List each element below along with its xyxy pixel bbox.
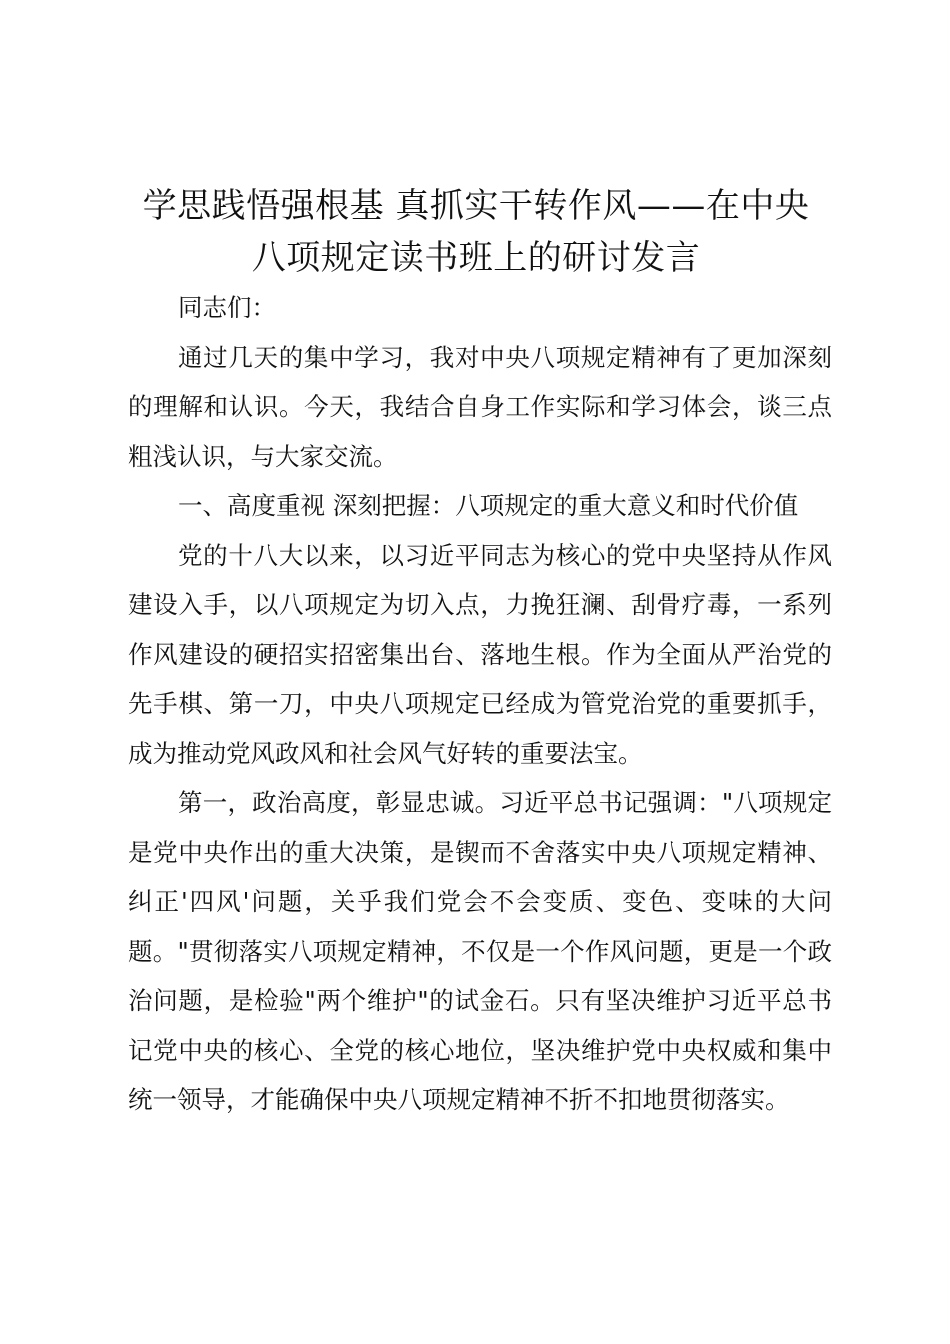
intro-paragraph: 通过几天的集中学习，我对中央八项规定精神有了更加深刻的理解和认识。今天，我结合自身工作实际和学习体会，谈三点粗浅认识，与大家交流。: [128, 342, 832, 471]
document-body: [128, 283, 832, 1125]
salutation: 同志们：: [178, 293, 276, 322]
body-paragraph-1: 党的十八大以来，以习近平同志为核心的党中央坚持从作风建设入手，以八项规定为切入点，力挽狂澜、刮骨疗毒，一系列作风建设的硬招实招密集出台、落地生根。作为全面从严治党的先手棋、第一刀，中央八项规定已经成为管党治党的重要抓手，成为推动党风政风和社会风气好转的重要法宝。: [128, 540, 832, 768]
title-line-2: 八项规定读书班上的研讨发言: [251, 238, 701, 278]
document-title: [118, 180, 834, 284]
title-line-1: 学思践悟强根基 真抓实干转作风——在中央: [142, 186, 810, 226]
section-heading-1: 一、高度重视 深刻把握：八项规定的重大意义和时代价值: [178, 491, 799, 520]
body-paragraph-2: 第一，政治高度，彰显忠诚。习近平总书记强调："八项规定是党中央作出的重大决策，是锲而不舍落实中央八项规定精神、纠正'四风'问题，关乎我们党会不会变质、变色、变味的大问题。"贯彻落实八项规定精神，不仅是一个作风问题，更是一个政治问题，是检验"两个维护"的试金石。只有坚决维护习近平总书记党中央的核心、全党的核心地位，坚决维护党中央权威和集中统一领导，才能确保中央八项规定精神不折不扣地贯彻落实。: [128, 788, 832, 1114]
